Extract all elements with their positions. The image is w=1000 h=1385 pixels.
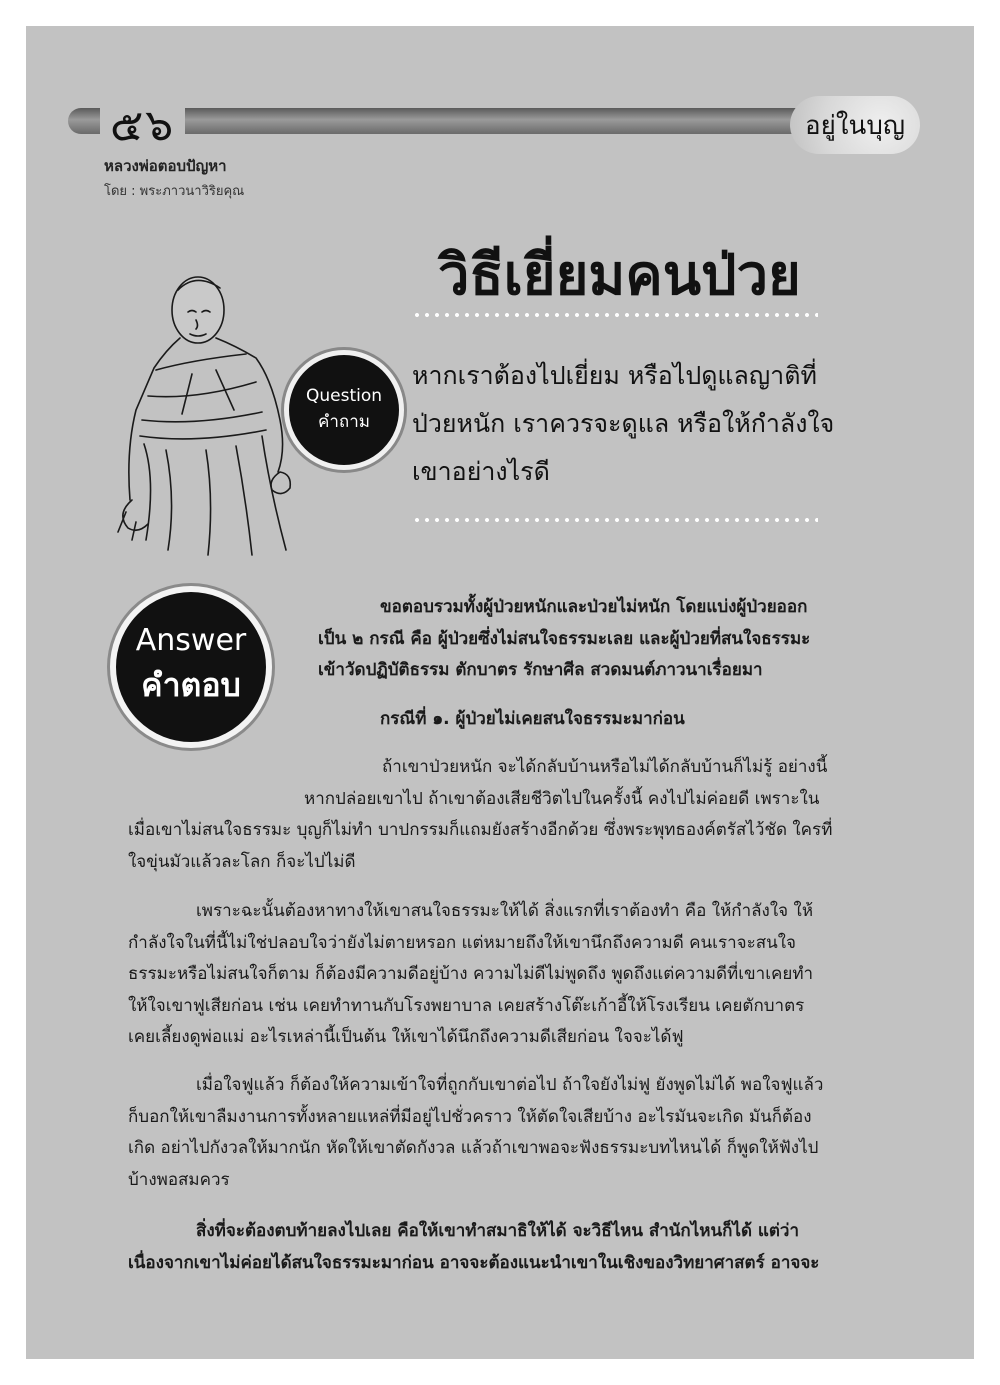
logo-text: อยู่ในบุญ <box>805 110 905 141</box>
answer-intro-line: เป็น ๒ กรณี คือ ผู้ป่วยซึ่งไม่สนใจธรรมะเลย และผู้ป่วยที่สนใจธรรมะ <box>318 628 811 649</box>
monk-illustration <box>96 250 296 570</box>
paragraph-line: กำลังใจในที่นี้ไม่ใช่ปลอบใจว่ายังไม่ตายหรอก แต่หมายถึงให้เขานึกถึงความดี คนเราจะสนใจ <box>128 932 796 953</box>
paragraph-line: ให้ใจเขาฟูเสียก่อน เช่น เคยทำทานกับโรงพยาบาล เคยสร้างโต๊ะเก้าอี้ให้โรงเรียน เคยตักบาตร <box>128 995 805 1016</box>
author-byline: โดย : พระภาวนาวิริยคุณ <box>104 184 245 199</box>
paragraph-line: เกิด อย่าไปกังวลให้มากนัก หัดให้เขาตัดกังวล แล้วถ้าเขาพอจะฟังธรรมะบทไหนได้ ก็พูดให้ฟังไป <box>128 1138 819 1158</box>
question-line: หากเราต้องไปเยี่ยม หรือไปดูแลญาติที่ <box>412 361 817 390</box>
answer-intro-line: ขอตอบรวมทั้งผู้ป่วยหนักและป่วยไม่หนัก โดยแบ่งผู้ป่วยออก <box>380 597 808 617</box>
paragraph-line: ถ้าเขาป่วยหนัก จะได้กลับบ้านหรือไม่ได้กลับบ้านก็ไม่รู้ อย่างนี้ <box>382 757 828 777</box>
paragraph-line: เพราะฉะนั้นต้องหาทางให้เขาสนใจธรรมะให้ได้ สิ่งแรกที่เราต้องทำ คือ ให้กำลังใจ ให้ <box>196 901 814 921</box>
magazine-logo <box>790 96 920 154</box>
paragraph-line: ก็บอกให้เขาลืมงานการทั้งหลายแหล่ที่มีอยู่ไปชั่วคราว ให้ตัดใจเสียบ้าง อะไรมันจะเกิด มันก็ต้อง <box>128 1106 812 1127</box>
answer-paragraph-4 <box>128 1216 872 1279</box>
header-band <box>68 108 888 134</box>
question-badge-th: คำถาม <box>318 411 370 432</box>
question-line: ป่วยหนัก เราควรจะดูแล หรือให้กำลังใจ <box>412 409 835 438</box>
page-number: ๕๖ <box>100 90 185 160</box>
dotted-divider-bottom <box>412 517 818 523</box>
question-badge <box>284 350 404 470</box>
question-line: เขาอย่างไรดี <box>412 457 550 486</box>
answer-badge-en: Answer <box>135 623 247 658</box>
answer-badge-th: คำตอบ <box>141 666 241 704</box>
paragraph-line: เนื่องจากเขาไม่ค่อยได้สนใจธรรมะมาก่อน อาจจะต้องแนะนำเขาในเชิงของวิทยาศาสตร์ อาจจะ <box>128 1252 820 1273</box>
dotted-divider-top <box>412 312 818 318</box>
case-heading: กรณีที่ ๑. ผู้ป่วยไม่เคยสนใจธรรมะมาก่อน <box>380 709 685 729</box>
answer-intro <box>318 592 870 687</box>
paragraph-line: หากปล่อยเขาไป ถ้าเขาต้องเสียชีวิตไปในครั้งนี้ คงไปไม่ค่อยดี เพราะใน <box>304 788 820 809</box>
answer-paragraph-2 <box>128 896 872 1054</box>
article-title: วิธีเยี่ยมคนป่วย <box>438 242 801 308</box>
question-text <box>412 352 835 496</box>
paragraph-line: เมื่อเขาไม่สนใจธรรมะ บุญก็ไม่ทำ บาปกรรมก็แถมยังสร้างอีกด้วย ซึ่งพระพุทธองค์ตรัสไว้ชัด ใครที่ <box>128 820 833 840</box>
answer-paragraph-3 <box>128 1070 872 1196</box>
paragraph-line: สิ่งที่จะต้องตบท้ายลงไปเลย คือให้เขาทำสมาธิให้ได้ จะวิธีไหน สำนักไหนก็ได้ แต่ว่า <box>196 1221 799 1241</box>
answer-badge <box>110 586 272 748</box>
paragraph-line: ธรรมะหรือไม่สนใจก็ตาม ก็ต้องมีความดีอยู่บ้าง ความไม่ดีไม่พูดถึง พูดถึงแต่ความดีที่เขาเคยทำ <box>128 964 814 984</box>
paragraph-line: บ้างพอสมควร <box>128 1169 230 1190</box>
paragraph-line: เคยเลี้ยงดูพ่อแม่ อะไรเหล่านี้เป็นต้น ให้เขาได้นึกถึงความดีเสียก่อน ใจจะได้ฟู <box>128 1027 684 1047</box>
section-label: หลวงพ่อตอบปัญหา <box>104 157 227 175</box>
paragraph-line: ใจขุ่นมัวแล้วละโลก ก็จะไปไม่ดี <box>128 851 356 872</box>
question-badge-en: Question <box>305 385 383 406</box>
answer-paragraph-1 <box>128 752 872 878</box>
answer-intro-line: เข้าวัดปฏิบัติธรรม ตักบาตร รักษาศีล สวดมนต์ภาวนาเรื่อยมา <box>318 660 763 680</box>
paragraph-line: เมื่อใจฟูแล้ว ก็ต้องให้ความเข้าใจที่ถูกกับเขาต่อไป ถ้าใจยังไม่ฟู ยังพูดไม่ได้ พอใจฟูแล้ว <box>196 1075 824 1095</box>
